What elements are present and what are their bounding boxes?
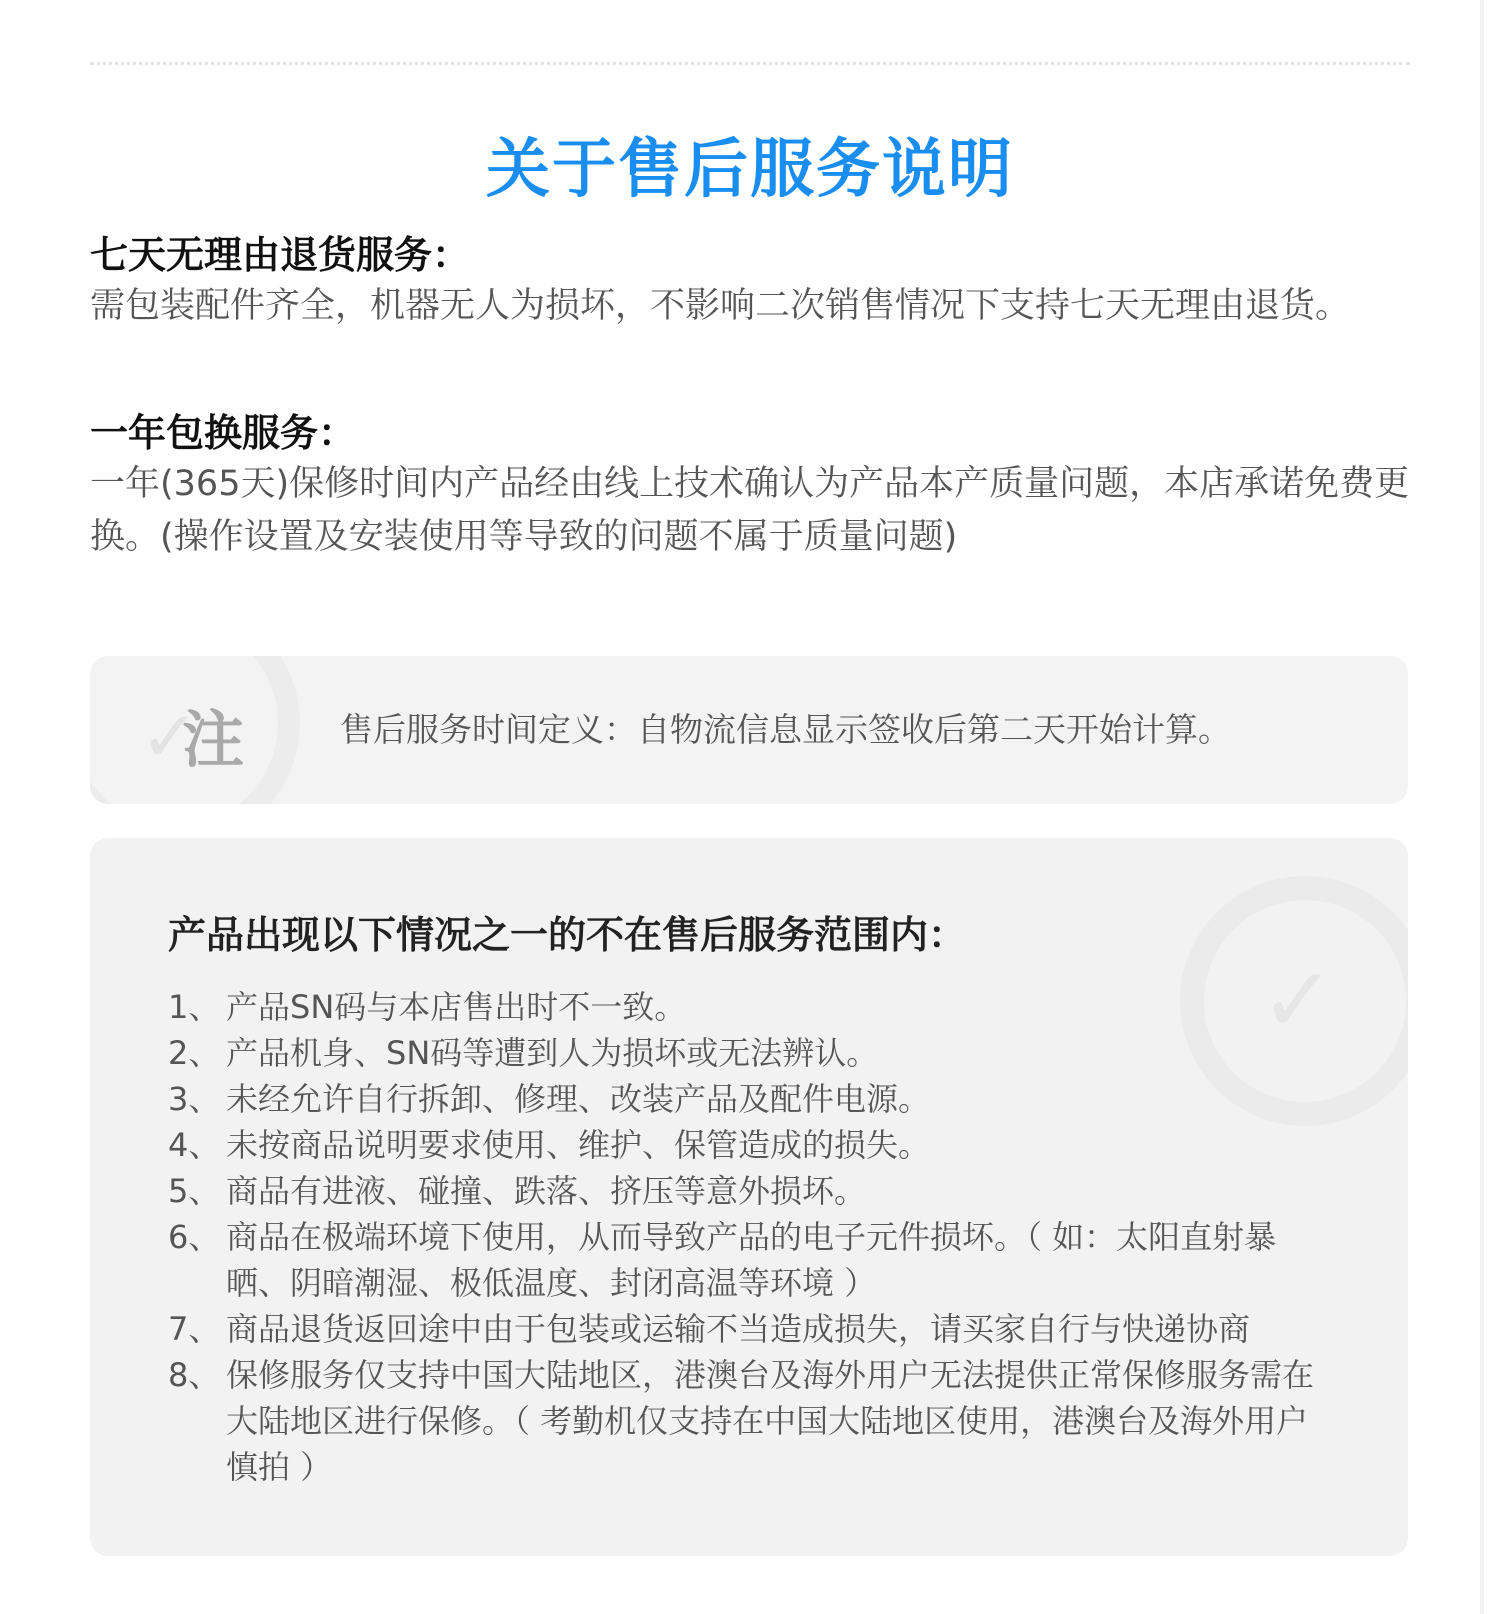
item-number: 1、 bbox=[168, 988, 221, 1026]
list-item bbox=[168, 1122, 1338, 1168]
item-text: 产品SN码与本店售出时不一致。 bbox=[226, 988, 687, 1026]
exclusions-heading: 产品出现以下情况之一的不在售后服务范围内： bbox=[168, 913, 967, 957]
list-item bbox=[168, 1168, 1338, 1214]
item-number: 8、 bbox=[168, 1356, 221, 1394]
list-item bbox=[168, 1076, 1338, 1122]
item-number: 2、 bbox=[168, 1034, 221, 1072]
item-number: 6、 bbox=[168, 1218, 221, 1256]
list-item bbox=[168, 1352, 1338, 1490]
section-heading: 一年包换服务： bbox=[90, 411, 357, 455]
list-item bbox=[168, 1214, 1338, 1306]
item-text: 产品机身、SN码等遭到人为损坏或无法辨认。 bbox=[226, 1034, 879, 1072]
exclusions-list bbox=[168, 984, 1338, 1490]
note-panel bbox=[90, 656, 1408, 804]
note-badge-label: 注 bbox=[182, 703, 245, 776]
item-text: 未按商品说明要求使用、维护、保管造成的损失。 bbox=[226, 1126, 931, 1164]
item-number: 7、 bbox=[168, 1310, 221, 1348]
section-body: 一年(365天)保修时间内产品经由线上技术确认为产品本产质量问题，本店承诺免费更换。(操作设置及安装使用等导致的问题不属于质量问题) bbox=[90, 464, 1410, 557]
page-title: 关于售后服务说明 bbox=[486, 133, 1014, 207]
item-text: 保修服务仅支持中国大陆地区，港澳台及海外用户无法提供正常保修服务需在大陆地区进行保修。（ 考勤机仅支持在中国大陆地区使用，港澳台及海外用户慎拍 ） bbox=[226, 1356, 1315, 1486]
item-text: 商品在极端环境下使用，从而导致产品的电子元件损坏。（ 如：太阳直射暴晒、阴暗潮湿、极低温度、封闭高温等环境 ） bbox=[226, 1218, 1277, 1302]
item-number: 4、 bbox=[168, 1126, 221, 1164]
list-item bbox=[168, 1030, 1338, 1076]
item-text: 未经允许自行拆卸、修理、改装产品及配件电源。 bbox=[226, 1080, 931, 1118]
page-right-edge bbox=[1480, 0, 1484, 1614]
item-number: 3、 bbox=[168, 1080, 221, 1118]
section-one-year-exchange bbox=[90, 408, 1420, 564]
top-divider bbox=[90, 62, 1410, 65]
item-text: 商品有进液、碰撞、跌落、挤压等意外损坏。 bbox=[226, 1172, 867, 1210]
item-text: 商品退货返回途中由于包装或运输不当造成损失，请买家自行与快递协商 bbox=[226, 1310, 1251, 1348]
list-item bbox=[168, 1306, 1338, 1352]
section-body: 需包装配件齐全，机器无人为损坏，不影响二次销售情况下支持七天无理由退货。 bbox=[90, 286, 1351, 326]
check-watermark-icon: ✓ bbox=[1260, 948, 1336, 1053]
list-item bbox=[168, 984, 1338, 1030]
exclusions-panel bbox=[90, 838, 1408, 1556]
check-watermark-icon: ✓ bbox=[140, 696, 199, 778]
section-seven-day-return bbox=[90, 230, 1420, 333]
item-number: 5、 bbox=[168, 1172, 221, 1210]
section-heading: 七天无理由退货服务： bbox=[90, 233, 471, 277]
note-text: 售后服务时间定义：自物流信息显示签收后第二天开始计算。 bbox=[340, 710, 1231, 749]
